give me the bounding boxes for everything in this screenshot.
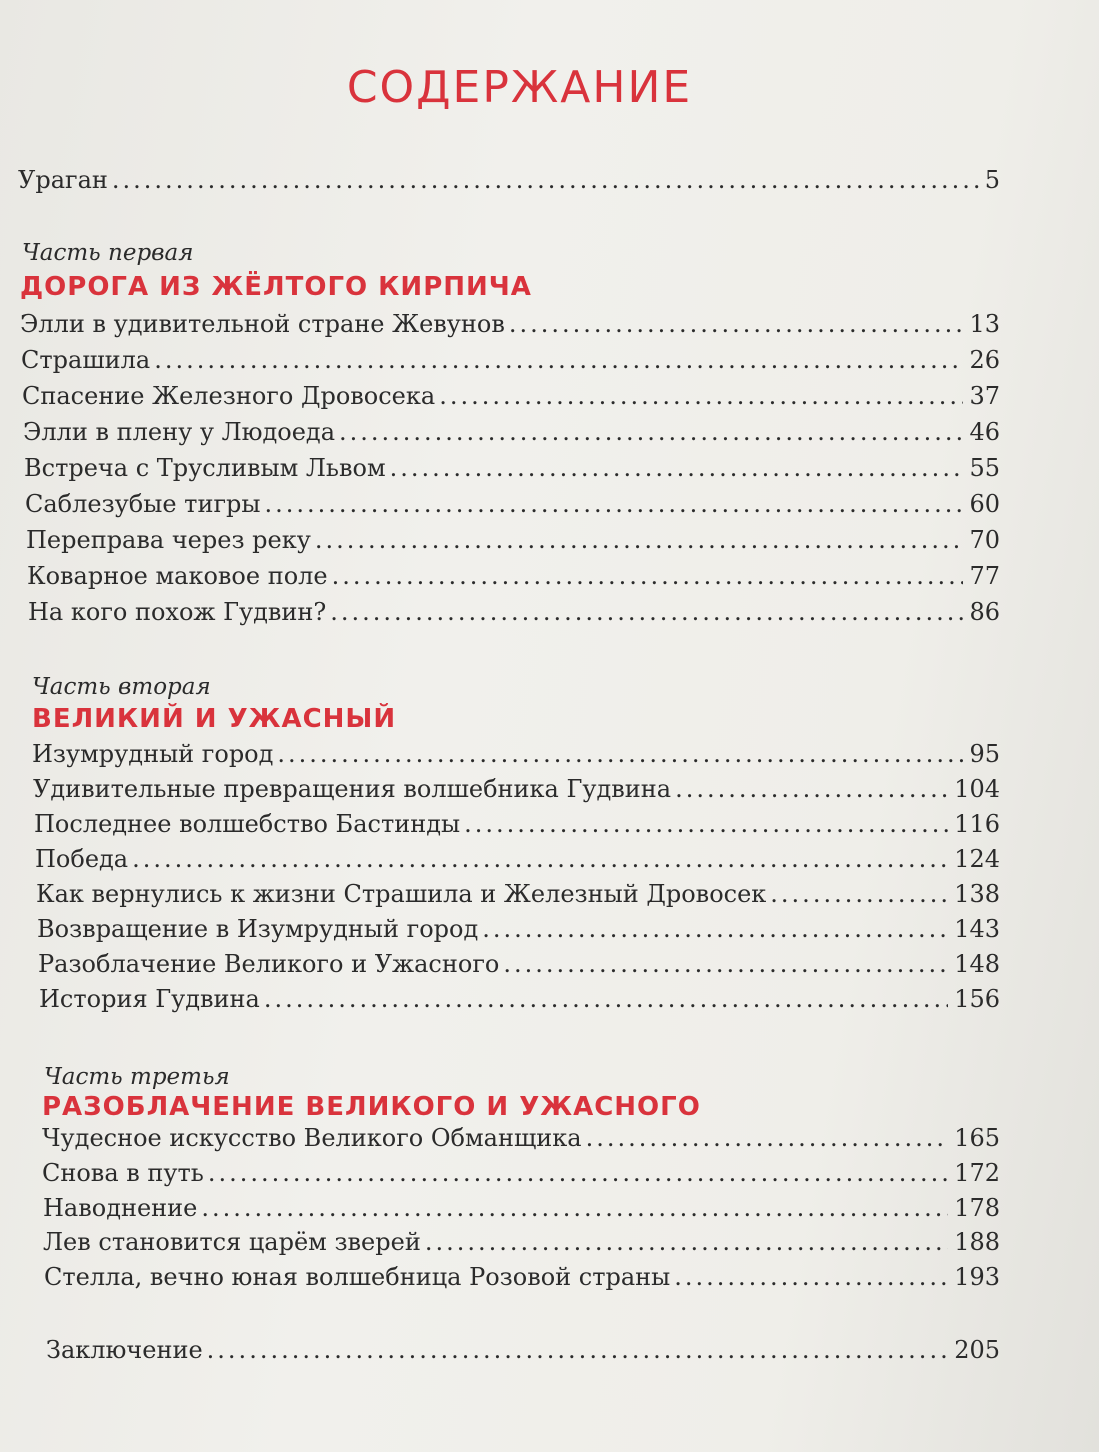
toc-entry[interactable]: [32, 740, 1000, 768]
toc-entry-intro[interactable]: [18, 166, 1000, 194]
dot-leader: [464, 810, 948, 838]
dot-leader: [674, 1263, 948, 1291]
dot-leader: [390, 454, 964, 482]
toc-entry[interactable]: [39, 985, 1000, 1013]
dot-leader: [264, 985, 948, 1013]
dot-leader: [277, 740, 963, 768]
toc-entry-label: Последнее волшебство Бастинды: [34, 810, 461, 838]
toc-entry-page: 55: [969, 454, 1000, 482]
toc-entry-label: История Гудвина: [39, 985, 260, 1013]
dot-leader: [154, 346, 963, 374]
dot-leader: [132, 845, 948, 873]
toc-entry[interactable]: [35, 845, 1000, 873]
toc-entry-label: Встреча с Трусливым Львом: [24, 454, 386, 482]
dot-leader: [207, 1336, 949, 1364]
dot-leader: [509, 310, 964, 338]
toc-entry-label: Элли в плену у Людоеда: [23, 418, 335, 446]
toc-entry[interactable]: [42, 1124, 1000, 1152]
part-3-title: РАЗОБЛАЧЕНИЕ ВЕЛИКОГО И УЖАСНОГО: [42, 1092, 701, 1122]
toc-entry-label: Удивительные превращения волшебника Гудвина: [33, 775, 672, 803]
toc-entry-page: 172: [954, 1159, 1000, 1187]
dot-leader: [482, 915, 948, 943]
toc-entry[interactable]: [20, 310, 1000, 338]
toc-entry-label: Наводнение: [43, 1194, 198, 1222]
toc-entry[interactable]: [43, 1228, 1000, 1256]
dot-leader: [208, 1159, 948, 1187]
part-3-label: Часть третья: [44, 1064, 230, 1090]
dot-leader: [503, 950, 948, 978]
dot-leader: [332, 562, 964, 590]
toc-entry-label: Возвращение в Изумрудный город: [37, 915, 479, 943]
toc-entry-label: Стелла, вечно юная волшебница Розовой страны: [44, 1263, 671, 1291]
toc-entry-page: 26: [969, 346, 1000, 374]
toc-entry-page: 46: [969, 418, 1000, 446]
toc-entry[interactable]: [26, 526, 1000, 554]
part-2-title: ВЕЛИКИЙ И УЖАСНЫЙ: [32, 704, 397, 734]
toc-entry-page: 188: [954, 1228, 1000, 1256]
toc-entry-label: Спасение Железного Дровосека: [22, 382, 436, 410]
toc-entry[interactable]: [25, 490, 1000, 518]
toc-entry[interactable]: [43, 1194, 1000, 1222]
toc-entry-label: Как вернулись к жизни Страшила и Железный Дровосек: [36, 880, 767, 908]
toc-entry[interactable]: [24, 454, 1000, 482]
toc-entry[interactable]: [27, 562, 1000, 590]
dot-leader: [264, 490, 963, 518]
dot-leader: [439, 382, 963, 410]
dot-leader: [112, 166, 979, 194]
toc-entry-page: 143: [954, 915, 1000, 943]
toc-entry[interactable]: [42, 1159, 1000, 1187]
toc-entry-page: 205: [954, 1336, 1000, 1364]
toc-entry-label: Страшила: [21, 346, 151, 374]
toc-entry-label: Изумрудный город: [32, 740, 274, 768]
dot-leader: [770, 880, 948, 908]
toc-entry[interactable]: [23, 418, 1000, 446]
toc-entry-page: 77: [969, 562, 1000, 590]
toc-entry-page: 37: [969, 382, 1000, 410]
toc-entry-label: Переправа через реку: [26, 526, 311, 554]
toc-entry-label: Ураган: [18, 166, 108, 194]
toc-entry-page: 124: [954, 845, 1000, 873]
toc-entry-page: 70: [969, 526, 1000, 554]
dot-leader: [330, 598, 963, 626]
toc-entry-page: 138: [954, 880, 1000, 908]
toc-entry[interactable]: [44, 1263, 1000, 1291]
toc-entry-label: Лев становится царём зверей: [43, 1228, 421, 1256]
toc-entry-label: Разоблачение Великого и Ужасного: [38, 950, 500, 978]
part-1-label: Часть первая: [22, 240, 194, 266]
toc-entry[interactable]: [28, 598, 1000, 626]
toc-entry[interactable]: [37, 915, 1000, 943]
dot-leader: [315, 526, 964, 554]
dot-leader: [425, 1228, 948, 1256]
toc-entry[interactable]: [34, 810, 1000, 838]
toc-entry[interactable]: [21, 346, 1000, 374]
toc-entry-page: 116: [954, 810, 1000, 838]
dot-leader: [339, 418, 963, 446]
toc-entry[interactable]: [38, 950, 1000, 978]
toc-entry-page: 13: [969, 310, 1000, 338]
toc-entry-page: 193: [954, 1263, 1000, 1291]
toc-entry-label: Саблезубые тигры: [25, 490, 261, 518]
toc-entry-page: 60: [969, 490, 1000, 518]
part-2-label: Часть вторая: [32, 674, 211, 700]
toc-entry-label: Победа: [35, 845, 129, 873]
dot-leader: [586, 1124, 949, 1152]
toc-entry-label: Элли в удивительной стране Жевунов: [20, 310, 505, 338]
toc-entry-page: 86: [969, 598, 1000, 626]
toc-entry-page: 178: [954, 1194, 1000, 1222]
toc-entry-page: 104: [954, 775, 1000, 803]
toc-entry[interactable]: [36, 880, 1000, 908]
toc-entry-label: На кого похож Гудвин?: [28, 598, 327, 626]
toc-entry-page: 5: [984, 166, 1000, 194]
dot-leader: [675, 775, 948, 803]
toc-entry[interactable]: [22, 382, 1000, 410]
toc-entry-label: Чудесное искусство Великого Обманщика: [42, 1124, 582, 1152]
toc-entry-outro[interactable]: [46, 1336, 1000, 1364]
toc-entry-page: 165: [954, 1124, 1000, 1152]
toc-entry[interactable]: [33, 775, 1000, 803]
toc-entry-label: Снова в путь: [42, 1159, 204, 1187]
toc-entry-label: Заключение: [46, 1336, 203, 1364]
toc-entry-label: Коварное маковое поле: [27, 562, 328, 590]
part-1-title: ДОРОГА ИЗ ЖЁЛТОГО КИРПИЧА: [20, 272, 532, 302]
toc-entry-page: 148: [954, 950, 1000, 978]
toc-entry-page: 156: [954, 985, 1000, 1013]
dot-leader: [201, 1194, 948, 1222]
page-title: СОДЕРЖАНИЕ: [346, 62, 693, 113]
toc-entry-page: 95: [969, 740, 1000, 768]
